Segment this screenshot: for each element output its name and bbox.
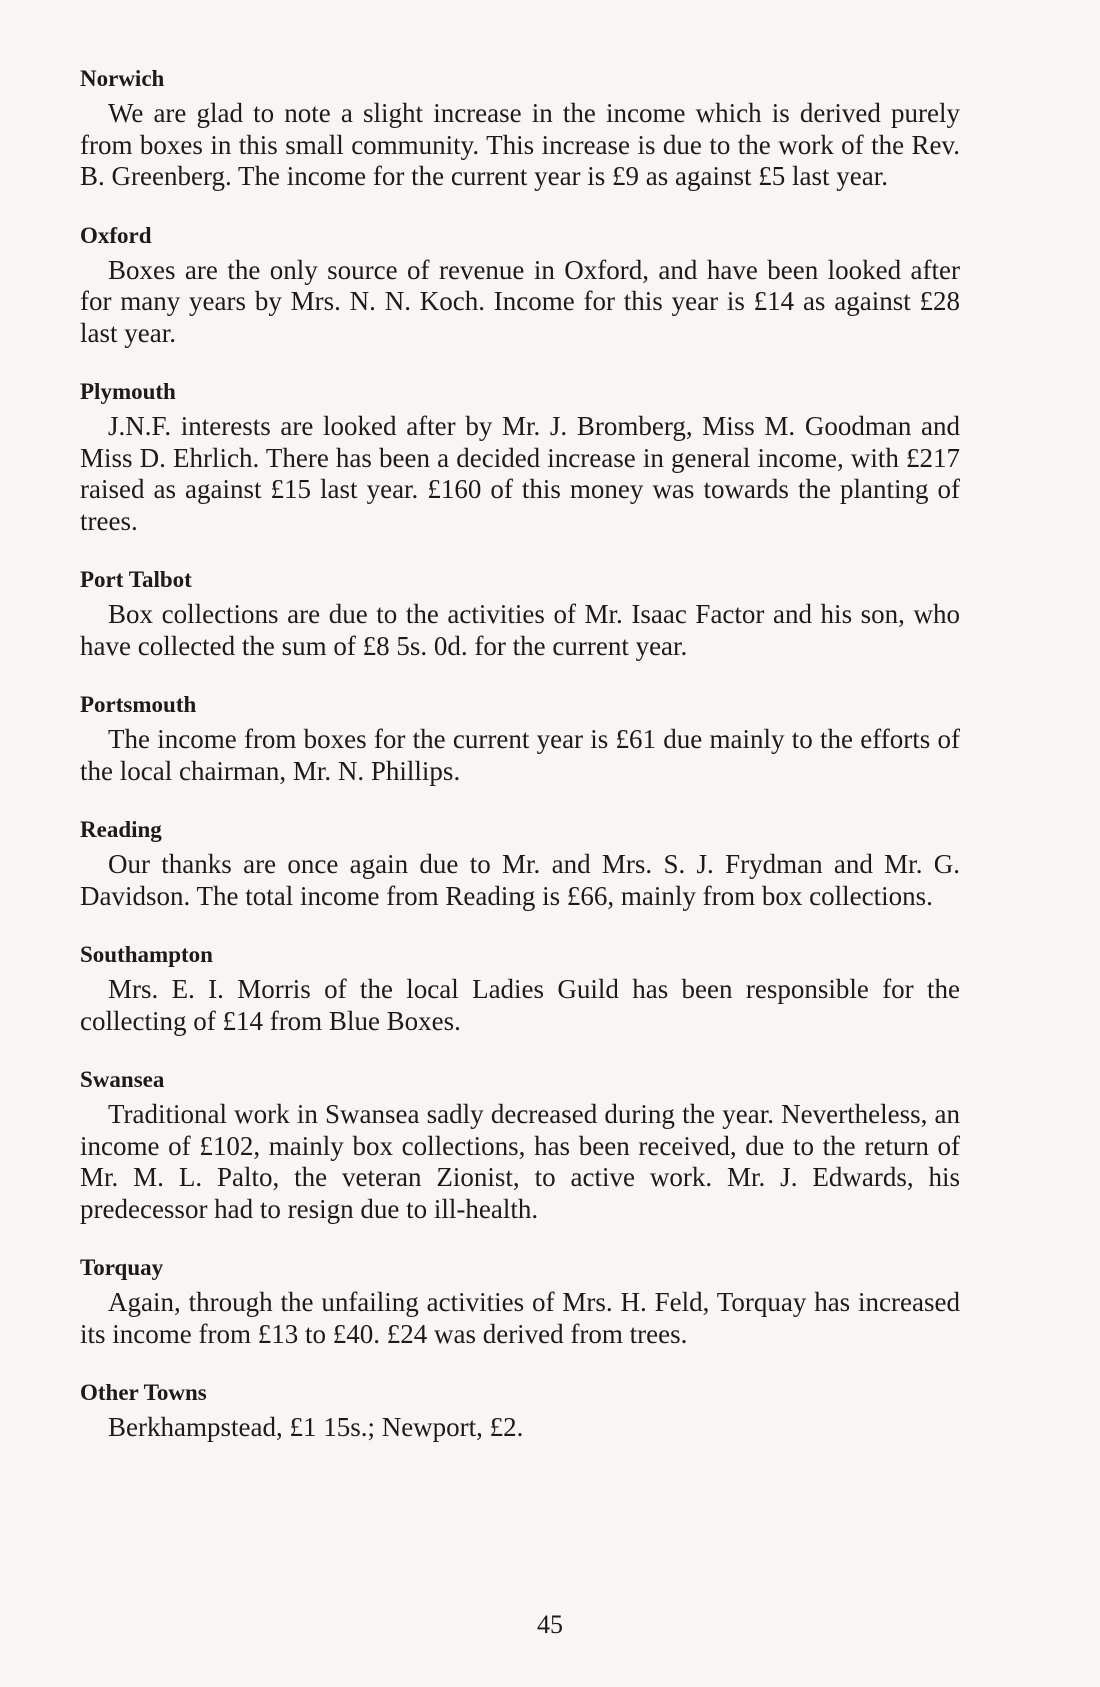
section-paragraph: Berkhampstead, £1 15s.; Newport, £2. [108, 1412, 524, 1442]
section-heading: Norwich [80, 66, 165, 91]
section-paragraph: Mrs. E. I. Morris of the local Ladies Guild has been responsible for the collecting of £14 from Blue Boxes. [80, 974, 960, 1036]
section-paragraph: J.N.F. interests are looked after by Mr. J. Bromberg, Miss M. Goodman and Miss D. Ehrlich. There has been a decided increase in general income, with £217 raised as against £15 last year. £160 of this money was towards the planting of trees. [80, 411, 960, 536]
section-heading: Torquay [80, 1255, 164, 1280]
section-portsmouth [80, 692, 960, 787]
section-paragraph: Box collections are due to the activities of Mr. Isaac Factor and his son, who have collected the sum of £8 5s. 0d. for the current year. [80, 599, 960, 661]
section-paragraph: We are glad to note a slight increase in the income which is derived purely from boxes in this small community. This increase is due to the work of the Rev. B. Greenberg. The income for the current year is £9 as against £5 last year. [80, 98, 960, 191]
section-heading: Port Talbot [80, 567, 192, 592]
section-plymouth [80, 379, 960, 537]
section-reading [80, 817, 960, 912]
section-paragraph: Again, through the unfailing activities of Mrs. H. Feld, Torquay has increased its income from £13 to £40. £24 was derived from trees. [80, 1287, 960, 1349]
document-page [80, 66, 960, 1474]
section-paragraph: The income from boxes for the current year is £61 due mainly to the efforts of the local chairman, Mr. N. Phillips. [80, 724, 960, 786]
section-heading: Portsmouth [80, 692, 197, 717]
section-paragraph: Traditional work in Swansea sadly decreased during the year. Nevertheless, an income of £102, mainly box collections, has been received, due to the return of Mr. M. L. Palto, the veteran Zionist, to active work. Mr. J. Edwards, his predecessor had to resign due to ill-health. [80, 1099, 960, 1224]
section-heading: Reading [80, 817, 162, 842]
section-heading: Oxford [80, 222, 152, 248]
section-heading: Other Towns [80, 1380, 207, 1405]
section-paragraph: Boxes are the only source of revenue in Oxford, and have been looked after for many years by Mrs. N. N. Koch. Income for this year is £14 as against £28 last year. [80, 254, 960, 348]
section-other-towns [80, 1380, 960, 1444]
section-heading: Swansea [80, 1067, 165, 1092]
section-oxford [80, 223, 960, 350]
section-heading: Plymouth [80, 379, 176, 404]
section-port-talbot [80, 567, 960, 662]
section-norwich [80, 66, 960, 193]
section-swansea [80, 1067, 960, 1225]
section-heading: Southampton [80, 942, 213, 967]
section-southampton [80, 942, 960, 1037]
section-paragraph: Our thanks are once again due to Mr. and Mrs. S. J. Frydman and Mr. G. Davidson. The total income from Reading is £66, mainly from box collections. [80, 849, 960, 911]
section-torquay [80, 1255, 960, 1350]
page-number: 45 [537, 1610, 563, 1639]
